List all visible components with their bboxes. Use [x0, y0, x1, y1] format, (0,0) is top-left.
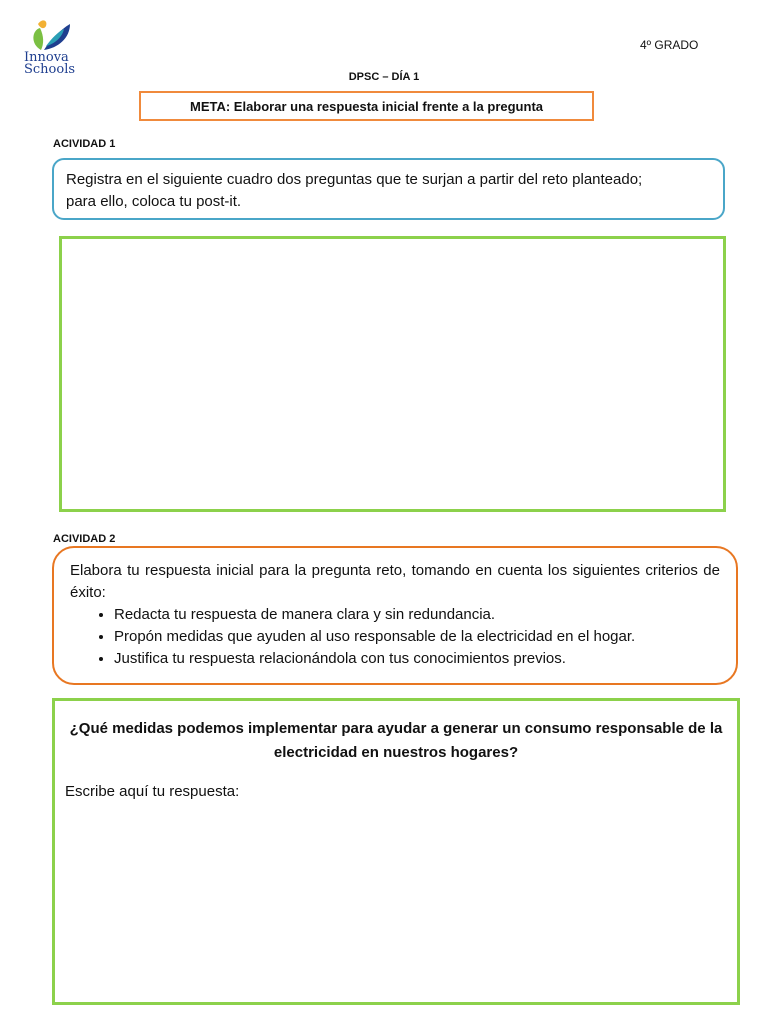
activity-2-instruction-box [52, 546, 738, 685]
activity-1-instruction-box [52, 158, 725, 220]
grade-label: 4º GRADO [640, 38, 699, 52]
logo-line-innova: Innova [24, 50, 69, 65]
criteria-item: • Justifica tu respuesta relacionándola con tus conocimientos previos. [114, 648, 720, 670]
post-it-questions-box[interactable] [59, 236, 726, 512]
logo-line-schools: Schools [24, 62, 76, 77]
answer-box[interactable] [52, 698, 740, 1005]
criteria-item: • Redacta tu respuesta de manera clara y sin redundancia. [114, 604, 720, 626]
answer-prompt: Escribe aquí tu respuesta: [65, 783, 240, 800]
leaf-logo-icon [24, 16, 84, 52]
goal-box [139, 91, 594, 121]
activity-1-instruction-line-2: para ello, coloca tu post-it. [66, 193, 242, 210]
success-criteria-list [70, 604, 720, 670]
activity-2-label: ACIVIDAD 2 [53, 533, 116, 545]
activity-1-label: ACIVIDAD 1 [53, 138, 116, 150]
activity-1-instruction-line-1: Registra en el siguiente cuadro dos preguntas que te surjan a partir del reto planteado; [66, 171, 643, 188]
challenge-question: ¿Qué medidas podemos implementar para ayudar a generar un consumo responsable de la electricidad en nuestros hogares? [69, 720, 723, 761]
course-day-title: DPSC – DÍA 1 [348, 71, 420, 83]
criteria-item: • Propón medidas que ayuden al uso responsable de la electricidad en el hogar. [114, 626, 720, 648]
activity-2-instruction: Elabora tu respuesta inicial para la pregunta reto, tomando en cuenta los siguientes criterios de éxito: [70, 562, 720, 601]
goal-text: META: Elaborar una respuesta inicial frente a la pregunta [189, 98, 543, 114]
